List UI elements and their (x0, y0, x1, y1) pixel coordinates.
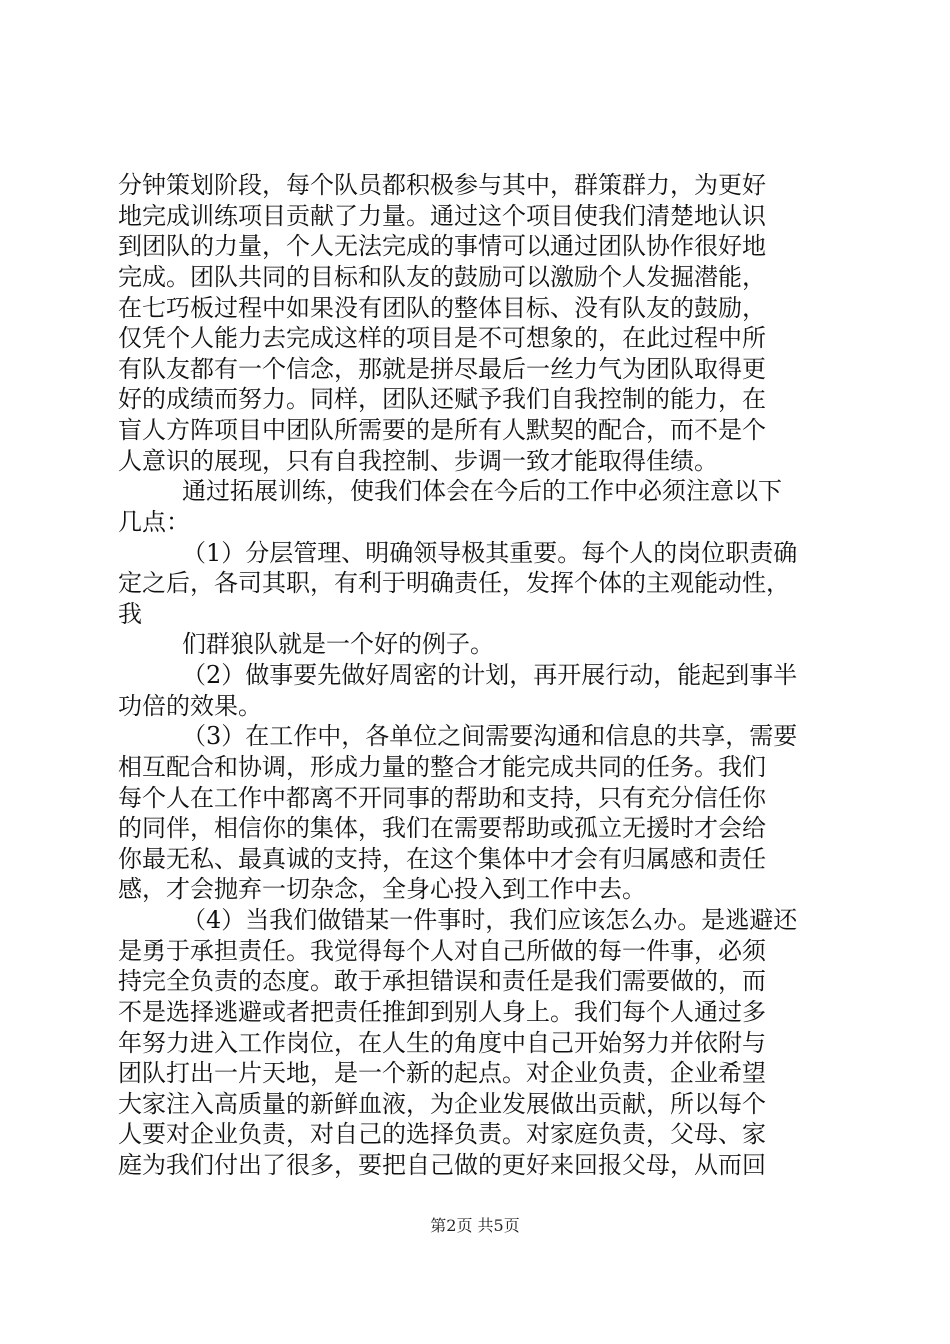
text-line: 人意识的展现，只有自我控制、步调一致才能取得佳绩。 (118, 447, 718, 475)
page-footer: 第2页 共5页 (430, 1216, 520, 1235)
text-line: 们群狼队就是一个好的例子。 (182, 630, 494, 658)
text-line: 相互配合和协调，形成力量的整合才能完成共同的任务。我们 (118, 753, 766, 781)
text-line: 团队打出一片天地，是一个新的起点。对企业负责，企业希望 (118, 1059, 766, 1087)
text-line: 持完全负责的态度。敢于承担错误和责任是我们需要做的，而 (118, 967, 766, 995)
text-line: 功倍的效果。 (118, 692, 262, 720)
text-line: 你最无私、最真诚的支持，在这个集体中才会有归属感和责任 (118, 845, 766, 873)
list-item-1-line: （1）分层管理、明确领导极其重要。每个人的岗位职责确 (182, 539, 798, 567)
text-line: 地完成训练项目贡献了力量。通过这个项目使我们清楚地认识 (118, 202, 766, 230)
text-line: 每个人在工作中都离不开同事的帮助和支持，只有充分信任你 (118, 784, 766, 812)
text-line: 完成。团队共同的目标和队友的鼓励可以激励个人发掘潜能， (118, 263, 766, 291)
text-line: 大家注入高质量的新鲜血液，为企业发展做出贡献，所以每个 (118, 1090, 766, 1118)
text-line: 的同伴，相信你的集体，我们在需要帮助或孤立无援时才会给 (118, 814, 766, 842)
text-line: 到团队的力量，个人无法完成的事情可以通过团队协作很好地 (118, 232, 766, 260)
text-line: 几点： (118, 508, 190, 536)
paragraph-start-line: 通过拓展训练，使我们体会在今后的工作中必须注意以下 (182, 477, 782, 505)
text-line: 分钟策划阶段，每个队员都积极参与其中，群策群力，为更好 (118, 171, 766, 199)
text-line: 我 (118, 600, 142, 628)
list-item-4-line: （4）当我们做错某一件事时，我们应该怎么办。是逃避还 (182, 906, 798, 934)
text-line: 在七巧板过程中如果没有团队的整体目标、没有队友的鼓励， (118, 294, 766, 322)
text-line: 不是选择逃避或者把责任推卸到别人身上。我们每个人通过多 (118, 998, 766, 1026)
text-line: 定之后，各司其职，有利于明确责任，发挥个体的主观能动性， (118, 569, 790, 597)
text-line: 仅凭个人能力去完成这样的项目是不可想象的，在此过程中所 (118, 324, 766, 352)
text-line: 年努力进入工作岗位，在人生的角度中自己开始努力并依附与 (118, 1029, 766, 1057)
list-item-2-line: （2）做事要先做好周密的计划，再开展行动，能起到事半 (182, 661, 798, 689)
text-line: 人要对企业负责，对自己的选择负责。对家庭负责，父母、家 (118, 1120, 766, 1148)
text-line: 盲人方阵项目中团队所需要的是所有人默契的配合，而不是个 (118, 416, 766, 444)
text-line: 感，才会抛弃一切杂念，全身心投入到工作中去。 (118, 875, 646, 903)
text-line: 庭为我们付出了很多，要把自己做的更好来回报父母，从而回 (118, 1151, 766, 1179)
list-item-3-line: （3）在工作中，各单位之间需要沟通和信息的共享，需要 (182, 722, 798, 750)
text-line: 有队友都有一个信念，那就是拼尽最后一丝力气为团队取得更 (118, 355, 766, 383)
text-line: 好的成绩而努力。同样，团队还赋予我们自我控制的能力，在 (118, 385, 766, 413)
text-line: 是勇于承担责任。我觉得每个人对自己所做的每一件事，必须 (118, 937, 766, 965)
